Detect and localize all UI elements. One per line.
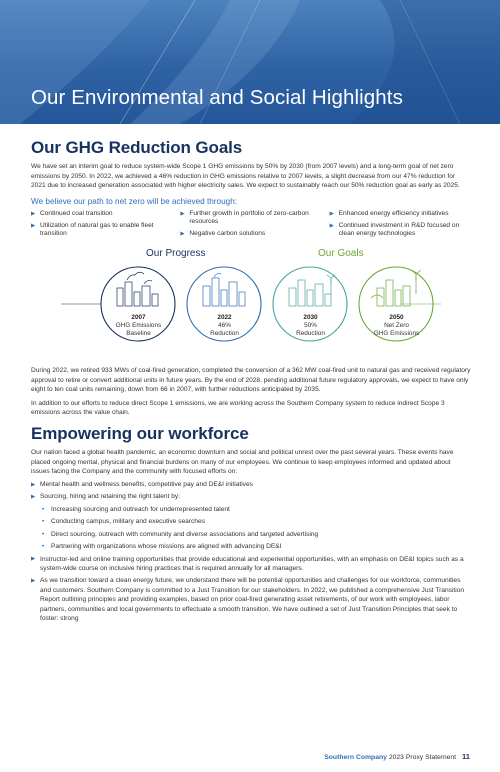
- page-footer: [324, 752, 470, 761]
- dot-bullet-icon: •: [42, 506, 45, 513]
- list-item: ▶ Sourcing, hiring and retaining the right talent by:: [31, 492, 181, 501]
- path-column-3: [330, 210, 471, 242]
- path-column-2: [180, 210, 321, 242]
- footer-brand: Southern Company: [324, 754, 387, 761]
- milestone-2030: 2030 50% Reduction: [296, 314, 325, 338]
- list-item: ▶ Enhanced energy efficiency initiatives: [329, 209, 449, 218]
- triangle-bullet-icon: ▶: [180, 231, 185, 238]
- milestone-2022: 2022 46% Reduction: [210, 314, 239, 338]
- triangle-bullet-icon: ▶: [31, 211, 36, 218]
- triangle-bullet-icon: ▶: [329, 211, 334, 218]
- dot-bullet-icon: •: [42, 543, 45, 551]
- triangle-bullet-icon: ▶: [31, 494, 36, 501]
- triangle-bullet-icon: ▶: [329, 223, 334, 230]
- list-item: • Conducting campus, military and executive searches: [42, 518, 205, 526]
- list-item: ▶ Negative carbon solutions: [180, 229, 266, 238]
- sourcing-sublist: [42, 505, 471, 552]
- ghg-heading: Our GHG Reduction Goals: [31, 138, 243, 157]
- goals-label: Our Goals: [318, 248, 364, 260]
- dot-bullet-icon: •: [42, 518, 45, 526]
- header-banner: [0, 0, 500, 124]
- footer-text: 2023 Proxy Statement: [388, 754, 457, 761]
- page-title: Our Environmental and Social Highlights: [31, 86, 403, 109]
- triangle-bullet-icon: ▶: [31, 482, 36, 489]
- path-bullets: [31, 210, 471, 242]
- progress-label: Our Progress: [146, 248, 206, 260]
- milestone-2007: 2007 GHG Emissions Baseline: [115, 314, 162, 338]
- triangle-bullet-icon: ▶: [31, 556, 36, 563]
- dot-bullet-icon: •: [42, 530, 45, 538]
- list-item: ▶ Further growth in portfolio of zero-carbon resources: [180, 209, 309, 226]
- list-item: ▶ Continued investment in R&D focused on clean energy technologies: [329, 221, 460, 238]
- progress-goals-graphic: [31, 248, 471, 360]
- list-item: • Increasing sourcing and outreach for underrepresented talent: [42, 506, 230, 513]
- main-content: [31, 138, 471, 626]
- ghg-para-scope3: In addition to our efforts to reduce direct Scope 1 emissions, we are working across the Southern Company system to reduce indirect Scope 3 emissions across the value chain.: [31, 399, 445, 417]
- list-item: ▶ Instructor-led and online training opportunities that provide educational and experiential opportunities, with an emphasis on DE&I topics such as a system-wide course on inclusive hiring practices that is required annually for all managers.: [31, 555, 464, 573]
- ghg-intro: We have set an interim goal to reduce system-wide Scope 1 GHG emissions by 50% by 2030 (from 2007 levels) and a long-term goal of net zero emissions by 2050. In 2022, we achieved a 46% reduction in GHG emissions relative to 2007 levels, a slight decrease from our 47% reduction for 2021 due to increased generation associated with higher electricity sales. We expect to sustainably reach our 50% reduction goal as early as 2025.: [31, 163, 460, 190]
- list-item: ▶ As we transition toward a clean energy future, we understand there will be potential opportunities and challenges for our workforce, communities and customers. Southern Company is committed to a Just Transition for our stakeholders. In 2022, we published a comprehensive Just Transition Report outlining principles and providing examples, based on prior coal-fired generating asset retirements, of our work with employees, labor partners, communities and local governments to effectuate a smooth transition. We have outlined a set of Just Transition Principles that seek to foster: strong: [31, 577, 465, 623]
- ghg-para-coal: During 2022, we retired 933 MWs of coal-fired generation, completed the conversion of a 362 MW coal-fired unit to natural gas and received regulatory approval to retire or convert additional units in future years. By the end of 2028, pending additional future regulatory approvals, we expect to have only eight to ten coal units remaining, down from 66 in 2007, with further reductions anticipated by 2035.: [31, 367, 471, 394]
- triangle-bullet-icon: ▶: [31, 577, 36, 584]
- workforce-heading: Empowering our workforce: [31, 424, 249, 444]
- triangle-bullet-icon: ▶: [180, 211, 185, 218]
- list-item: • Direct sourcing, outreach with community and diverse associations and targeted advertising: [42, 530, 319, 538]
- path-column-1: [31, 210, 172, 242]
- list-item: ▶ Utilization of natural gas to enable fleet transition: [31, 221, 154, 238]
- list-item: ▶ Continued coal transition: [31, 209, 113, 218]
- page-number: 11: [461, 752, 470, 761]
- triangle-bullet-icon: ▶: [31, 223, 36, 230]
- list-item: • Partnering with organizations whose missions are aligned with advancing DE&I: [42, 543, 282, 551]
- path-heading: We believe our path to net zero will be achieved through:: [31, 196, 238, 206]
- list-item: ▶ Mental health and wellness benefits, competitive pay and DE&I initiatives: [31, 480, 253, 489]
- workforce-intro: Our nation faced a global health pandemic, an economic downturn and social and political unrest over the past several years. These events have placed ongoing mental, physical and financial burdens on many of our employees. We continue to keep employees informed and updated about issues facing the Company and the community with focused efforts on:: [31, 449, 454, 476]
- milestone-circles-art: [31, 248, 471, 360]
- milestone-2050: 2050 Net Zero GHG Emissions: [373, 314, 420, 338]
